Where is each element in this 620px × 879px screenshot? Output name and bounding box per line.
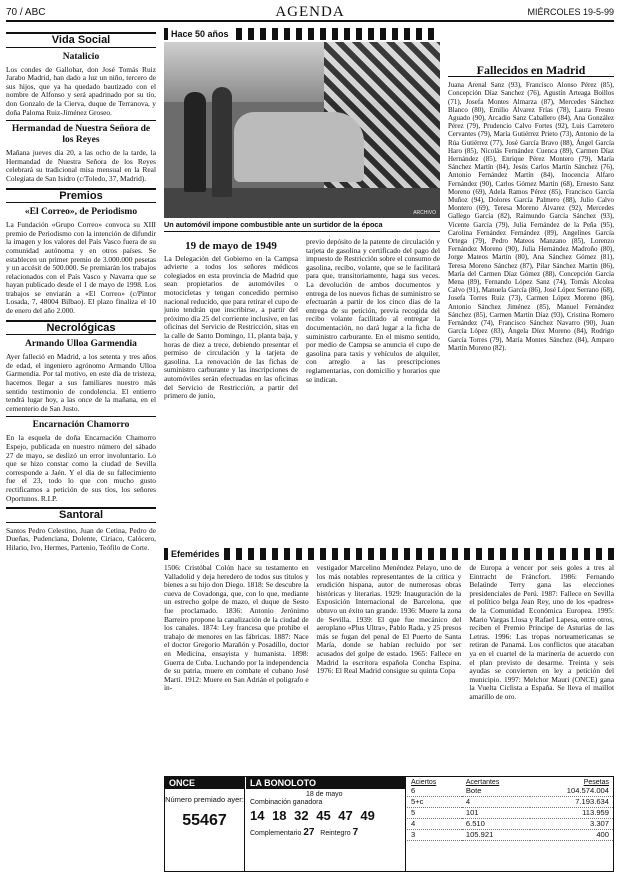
bonoloto-title: LA BONOLOTO [246, 777, 405, 789]
santoral-heading: Santoral [6, 507, 156, 523]
hace-50-date: 19 de mayo de 1949 [185, 240, 277, 252]
bonoloto-panel [246, 777, 406, 871]
encarnacion-heading: Encarnación Chamorro [32, 420, 130, 431]
winning-numbers: 14 18 32 45 47 49 [250, 808, 375, 823]
divider [6, 120, 156, 121]
armando-text: Ayer falleció en Madrid, a los setenta y tres años de edad, el ingeniero agrónomo Armando Ulloa Garmendia. Por tal motivo, en este día de tristeza, hacemos llegar a sus familiares nuestro más sentido testimonio de condolencia. El entierro tendrá lugar hoy, a las once de la mañana, en el cementerio de San Justo. [6, 352, 156, 413]
combination-label: Combinación ganadora [250, 799, 323, 806]
fallecidos-heading: Fallecidos en Madrid [448, 66, 614, 77]
hace-50-col1: La Delegación del Gobierno en la Campsa advierte a todos los señores médicos colegiados en esta provincia de Madrid que sean propietarios de automóviles o motocicletas y tengan concedido permiso nacional reducido, que para retirar el cupo de junio tendrán que inscribirse, a partir del próximo día 25 del corriente inclusive, en las oficinas del Servicio de Restricción, sitas en la calle de Santo Domingo, 11, planta baja, y horas de diez a trece, debiendo presentar el permiso de circulación y la tarjeta de gasolina. La renovación de las fichas de suministro carburante y las inscripciones de automóviles serán efectuadas en las oficinas del Servicio de Restricción, a partir del primero de junio, [164, 253, 298, 401]
armando-heading: Armando Ulloa Garmendia [25, 339, 137, 350]
once-title: ONCE [165, 777, 244, 789]
photo-credit: ARCHIVO [413, 210, 436, 216]
photo-caption: Un automóvil impone combustible ante un surtidor de la época [164, 220, 440, 232]
column-header: Pesetas [583, 779, 609, 786]
table-row: 3 105.921 400 [407, 830, 613, 841]
complementario-number: 27 [303, 827, 315, 838]
efemerides-banner [164, 548, 614, 560]
efemerides-label: Efemérides [168, 548, 223, 560]
hace-50-label: Hace 50 años [168, 28, 232, 40]
hermandad-heading: Hermandad de Nuestra Señora de los Reyes [11, 124, 151, 146]
fallecidos-section [448, 28, 614, 352]
issue-date: MIÉRCOLES 19-5-99 [527, 7, 614, 17]
fallecidos-list: Juana Arenal Sanz (93), Francisco Alonso Pérez (85), Concepción Díaz Sanchez (76), Agustín Arteaga Boillos (71), Josefa Montes Almarza (87), Mercedes Sánchez Blanco (80), Emilio Álvarez Frías (78), Laura Fresno Aguado (90), Arcadio Sanz Caballero (84), Ana González Pérez (79), Prudencio Calvo Fortes (92), Luis Carretero Cervantes (79), María Gutiérrez Prieto (73), Antonio de la Rúa Gutiérrez (77), José García Bravo (88), Ángel García Haro (85), Nicolás Fernández Cuenca (89), Carmen Díaz Hernández (85), Enrique Pérez Montero (79), María Sánchez Martín (84), Jesús Carlos Martín Sánchez (76), Antonio Fernández Martín (84), Inocencia Alfaro Fernández (90), Carlos Gómez Martín (68), Ernesto Sanz Moreno (69), Adela Ramos Pérez (85), Francisco García Muñoz (94), Dolores García Palmero (88), Julio Calvo Montero (69), Teresa Moreno Álvarez (92), Mercedes Gallego García (82), Raimundo García Sánchez (93), Vicente García (79), Julia Fernández de la Peña (95), Carolina Fernández Fernández (89), Angelines García Ortega (79), Pedro Mateos Manzano (85), Lorenzo Fernández Moreno (90), Julia Hernández Madroño (80), Jorge Mateos Martín (80), Ana Sánchez Gómez (81), Teresa Moreno Sánchez (87), Pilar Sánchez Martín (86), María del Carmen Díaz Gómez (88), Concepción García Mena (89), Fernando López Sanz (74), Tomás Alcolea Calvo (91), Manuela García (86), José López Serrano (68), Josefa Torres Ruiz (73), Carmen López Moreno (86), Antonio Sánchez Jiménez (85), Manuel Fernández Sánchez (85), Carmen Martín Díaz (93), Cristina Romero Fernández (74), Francisco Sánchez Navarro (90), Juan García López (83), Ángela Díez Moreno (84), Rodrigo García Torres (79), María Montes Sánchez (84), Amparo Martín Moreno (82). [448, 81, 614, 352]
reintegro-number: 7 [352, 827, 359, 838]
efemerides-col3: de Europa a vencer por seis goles a tres al Eintracht de Fráncfort. 1986: Fernando Belaúnde Terry gana las elecciones presidenciales de Perú. 1987: Fallece en Sevilla el político belga Jean Rey, uno de los «padres» de la Comunidad Económica Europea. 1995: Mario Vargas Llosa y Rafael Lapesa, entre otros, reciben el Premio Príncipe de Asturias de las Letras. 1996: Las tropas norteamericanas se retiran de Panamá. Los conflictos que atacaban ya en el cuartel de la marinería de acuerdo con el plan previsto de desarme. Treinta y seis ayudas se convierten en ley a petición del municipio. 1997: Melchor Mauri (ONCE) gana la Vuelta Ciclista a España. Se lleva el maillot amarillo de oro. [469, 563, 615, 701]
el-correo-heading: «El Correo», de Periodismo [24, 207, 138, 218]
table-row: 6 Bote 104.574.004 [407, 786, 613, 797]
archive-photo [164, 42, 440, 218]
once-number: 55467 [182, 812, 227, 829]
hermandad-text: Mañana jueves día 20, a las ocho de la tarde, la Hermandad de Nuestra Señora de los Reyes celebrará su tradicional misa mensual en la Real Colegiata de San Isidro (c/Toledo, 37, Madrid). [6, 148, 156, 183]
column-header: Acertantes [465, 779, 500, 786]
premios-text: La Fundación «Grupo Correo» convoca su XIII premio de Periodismo con la intención de difundir la imagen y los valores del País Vasco fuera de su comunidad autónoma y en otros países. Se establecen un primer premio de 3.000.000 pesetas y un accésit de 500.000. Se premiarán los trabajos relacionados con el País Vasco y Navarra que se hayan publicado desde el 1 de mayo de 1998. Los trabajos se enviarán a «El Correo» (c/Pintor Losada, 7, 48004 Bilbao). El plazo finaliza el 10 de enero del año 2.000. [6, 220, 156, 316]
section-title: AGENDA [275, 4, 345, 20]
hace-50-col2: previo depósito de la patente de circulación y tarjeta de gasolina y certificado del pago del impuesto de Restricción sobre el consumo de gasolina, recibo, volante, que se le facilitará para que, transitoriamente, haga sus veces. La devolución de ambos documentos y entrega de los nuevos fichas de suministro se efectuarán a partir de los cinco días de la entrega de su petición, previa recogida del recibo volante facilitado al entregar la documentación, no dará lugar a la ficha de suministro carburante. En el mismo sentido, por medio de Campsa se anuncia el cupo de gasolina para taxis y vehículos de alquiler, con arreglo a las prescripciones reglamentarias, con domicilio y horarios que se indican. [306, 237, 441, 384]
page-header [6, 4, 614, 22]
page-number: 70 / ABC [6, 7, 46, 18]
efemerides-col2: vestigador Marcelino Menéndez Pelayo, uno de los más notables representantes de la crítica y erudición hispana, autor de numerosas obras históricas y literarias. 1929: Inauguración de la Exposición Internacional de Barcelona, que obtuvo un éxito tan grande. 1936: Muere la zona de Sevilla. 1939: El que fue mecánico del aeroplano «Plus Ultra», Pablo Rada, y 25 presos más se fugan del penal de El Puerto de Santa María, donde se habían recluido por ser acusados del golpe de estado. 1965: Fallece en Madrid la escritora española Concha Espina. 1976: El Real Madrid consigue su quinta Copa [316, 563, 462, 676]
santoral-text: Santos Pedro Celestino, Juan de Cetina, Pedro de Dueñas, Pudenciana, Dolente, Ciriaco, Calócero, Hilario, Ivo, Hermes, Partenio, Teófilo de Corte. [6, 525, 156, 552]
encarnacion-text: En la esquela de doña Encarnación Chamorro Espejo, publicada en nuestro número del sábado 27 de mayo, se deslizó un error involuntario. Lo que se hizo constar como la ciudad de Sevilla corresponde a Jaén. Y el día de su fallecimiento fue el 23, todo lo que con mucho gusto rectificamos a petición de sus tíos, los señores Oportunos. R.I.P. [6, 433, 156, 503]
once-label: Número premiado ayer: [165, 795, 244, 804]
efemerides-body [164, 564, 614, 702]
table-row: 4 6.510 3.307 [407, 819, 613, 830]
natalicio-text: Los condes de Gallobar, don José Tomás Ruiz Jarabo Madrid, han dado a luz un niño, tercero de sus hijos, que ya ha quedado bautizado con el nombre de Alfonso y será apadrinado por su tío, don Gonzalo de la Cierva, duque de Terranova, y doña Paloma Ruiz-Jiménez Groseo. [6, 64, 156, 117]
natalicio-heading: Natalicio [62, 51, 100, 62]
prizes-table [407, 777, 613, 871]
person-figure [212, 87, 232, 197]
vida-social-heading: Vida Social [6, 32, 156, 48]
person-figure [184, 92, 206, 192]
necrologicas-heading: Necrológicas [6, 320, 156, 336]
divider [6, 416, 156, 417]
table-row: 5+c 4 7.193.634 [407, 797, 613, 808]
column-header: Aciertos [411, 779, 437, 786]
hace-50-banner [164, 28, 440, 40]
table-row: 5 101 113.959 [407, 808, 613, 819]
bonoloto-date: 18 de mayo [306, 791, 343, 798]
complementario-row: Complementario 27 Reintegro 7 [250, 827, 359, 838]
premios-heading: Premios [6, 188, 156, 204]
efemerides-col1: 1506: Cristóbal Colón hace su testamento en Valladolid y deja heredero de todos sus títulos y bienes a su hijo don Diego. 1818: Se descubre la cueva de Covadonga, que, con lo que, mediante un estrecho golpe de mazo, el duque de Sesto fue proclamado. 1836: Antonio Jerónimo Barreiro propone la canalización de la ciudad de los canales. 1874: Ley francesa que prohíbe el trabajo de menores en las fábricas. 1887: Nace el doctor Gregorio Marañón y Posadillo, doctor en Medicina, ensayista y humanista. 1898: Guerra de Cuba. Luchando por la independencia de su patria, muere en combate el cubano José Martí. 1912: Muere en San Adrián el poligrafo e in- [164, 563, 309, 693]
lottery-box [164, 776, 614, 872]
hace-50-section [164, 28, 440, 401]
car-shape [234, 112, 364, 182]
once-panel [165, 777, 245, 871]
hace-50-body [164, 238, 440, 401]
left-column [6, 28, 156, 556]
